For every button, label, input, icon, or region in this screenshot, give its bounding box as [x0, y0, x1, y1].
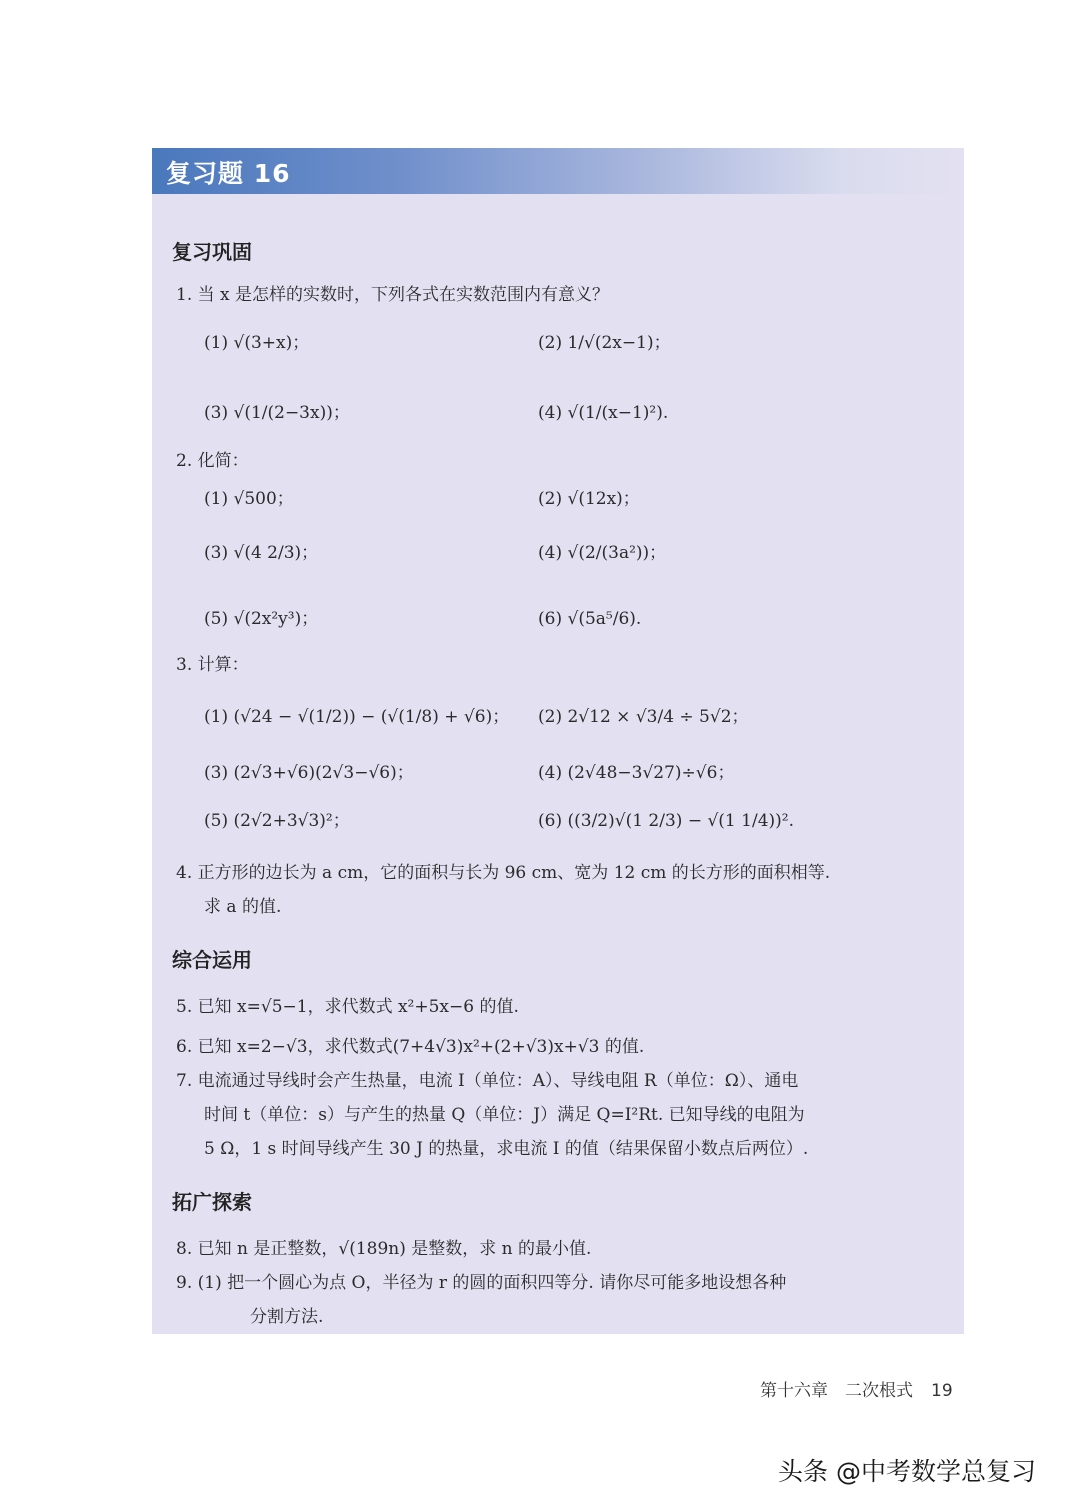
q7-line-1: 7. 电流通过导线时会产生热量，电流 I（单位：A）、导线电阻 R（单位：Ω）、通电: [176, 1071, 799, 1091]
q2-item-5: (5) √(2x²y³)；: [204, 609, 319, 629]
q3-item-2: (2) 2√12 × √3/4 ÷ 5√2；: [538, 707, 749, 727]
page-number: 19: [931, 1381, 953, 1401]
section-heading-extension: 拓广探索: [172, 1190, 252, 1214]
q5: 5. 已知 x=√5−1，求代数式 x²+5x−6 的值.: [176, 997, 519, 1017]
q1-item-2: (2) 1/√(2x−1)；: [538, 333, 671, 353]
q9-line-2: 分割方法.: [250, 1307, 324, 1327]
section-heading-application: 综合运用: [172, 948, 252, 972]
q3-item-5: (5) (2√2+3√3)²；: [204, 811, 350, 831]
q7-line-2: 时间 t（单位：s）与产生的热量 Q（单位：J）满足 Q=I²Rt. 已知导线的电阻为: [204, 1105, 805, 1125]
q3-item-4: (4) (2√48−3√27)÷√6；: [538, 763, 735, 783]
q6: 6. 已知 x=2−√3，求代数式(7+4√3)x²+(2+√3)x+√3 的值.: [176, 1037, 645, 1057]
chapter-title: 第十六章 二次根式: [760, 1381, 913, 1401]
q3-item-1: (1) (√24 − √(1/2)) − (√(1/8) + √6)；: [204, 707, 510, 727]
review-panel: [152, 148, 964, 1334]
q3-stem: 3. 计算：: [176, 655, 249, 675]
q3-item-3: (3) (2√3+√6)(2√3−√6)；: [204, 763, 414, 783]
q1-item-1: (1) √(3+x)；: [204, 333, 310, 353]
section-heading-review: 复习巩固: [172, 240, 252, 264]
banner: [152, 148, 964, 194]
q7-line-3: 5 Ω，1 s 时间导线产生 30 J 的热量，求电流 I 的值（结果保留小数点后两位）.: [204, 1139, 809, 1159]
banner-title: 复习题 16: [166, 159, 291, 188]
watermark: 头条 @中考数学总复习: [778, 1457, 1036, 1486]
q1-stem: 1. 当 x 是怎样的实数时，下列各式在实数范围内有意义？: [176, 285, 610, 305]
q2-item-2: (2) √(12x)；: [538, 489, 640, 509]
q2-item-3: (3) √(4 2/3)；: [204, 543, 319, 563]
q4-line-1: 4. 正方形的边长为 a cm，它的面积与长为 96 cm、宽为 12 cm 的长方形的面积相等.: [176, 863, 831, 883]
q2-item-6: (6) √(5a⁵/6).: [538, 609, 642, 629]
q9-line-1: 9. (1) 把一个圆心为点 O，半径为 r 的圆的面积四等分. 请你尽可能多地设想各种: [176, 1273, 787, 1293]
q1-item-3: (3) √(1/(2−3x))；: [204, 403, 350, 423]
q8: 8. 已知 n 是正整数，√(189n) 是整数，求 n 的最小值.: [176, 1239, 592, 1259]
q3-item-6: (6) ((3/2)√(1 2/3) − √(1 1/4))².: [538, 811, 794, 831]
q2-item-4: (4) √(2/(3a²))；: [538, 543, 667, 563]
q1-item-4: (4) √(1/(x−1)²).: [538, 403, 669, 423]
q2-stem: 2. 化简：: [176, 451, 249, 471]
q4-line-2: 求 a 的值.: [204, 897, 282, 917]
q2-item-1: (1) √500；: [204, 489, 294, 509]
page-footer: [760, 1376, 953, 1401]
